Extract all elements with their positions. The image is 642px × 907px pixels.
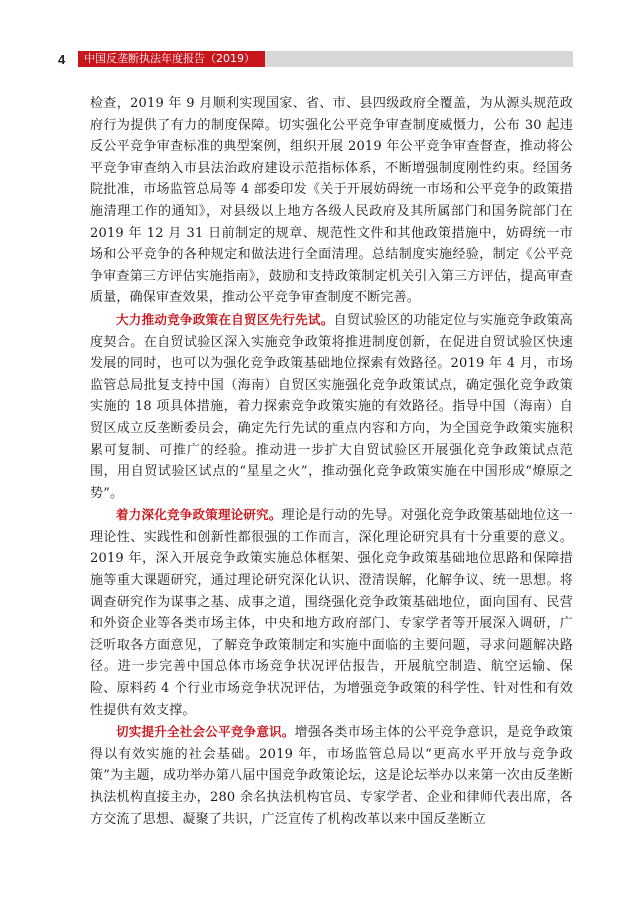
page-number: 4 <box>58 51 66 67</box>
report-title-banner: 中国反垄断执法年度报告（2019） <box>78 51 265 67</box>
paragraph-lead: 大力推动竞争政策在自贸区先行先试。 <box>116 311 334 327</box>
paragraph-lead: 着力深化竞争政策理论研究。 <box>116 507 282 523</box>
header-rule <box>265 51 573 67</box>
paragraph-text: 增强各类市场主体的公平竞争意识，是竞争政策得以有效实施的社会基础。2019 年，市场监管总局以“更高水平开放与竞争政策”为主题，成功举办第八届中国竞争政策论坛，这是论坛举办以来第一次由反垄断执法机构直接主办，280 余名执法机构官员、专家学者、企业和律师代表出席，各方交流了思想、凝聚了共识，广泛宣传了机构改革以来中国反垄断立 <box>90 725 573 827</box>
paragraph-text: 检查，2019 年 9 月顺利实现国家、省、市、县四级政府全覆盖，为从源头规范政府行为提供了有力的制度保障。切实强化公平竞争审查制度威慑力，公布 30 起违反公平竞争审查标准的典型案例，组织开展 2019 年公平竞争审查督查，推动将公平竞争审查纳入市县法治政府建设示范指标体系，不断增强制度刚性约束。经国务院批准，市场监管总局等 4 部委印发《关于开展妨碍统一市场和公平竞争的政策措施清理工作的通知》，对县级以上地方各级人民政府及其所属部门和国务院部门在 2019 年 12 月 31 日前制定的规章、规范性文件和其他政策措施中，妨碍统一市场和公平竞争的各种规定和做法进行全面清理。总结制度实施经验，制定《公平竞争审查第三方评估实施指南》，鼓励和支持政策制定机关引入第三方评估，提高审查质量，确保审查效果，推动公平竞争审查制度不断完善。 <box>90 96 573 306</box>
paragraph <box>90 504 573 721</box>
paragraph <box>90 92 573 309</box>
paragraph <box>90 309 573 504</box>
paragraph-lead: 切实提升全社会公平竞争意识。 <box>116 724 295 740</box>
paragraph-text: 理论是行动的先导。对强化竞争政策基础地位这一理论性、实践性和创新性都很强的工作而言，深化理论研究具有十分重要的意义。2019 年，深入开展竞争政策实施总体框架、强化竞争政策基础地位思路和保障措施等重大课题研究，通过理论研究深化认识、澄清误解，化解争议、统一思想。将调查研究作为谋事之基、成事之道，围绕强化竞争政策基础地位，面向国有、民营和外资企业等各类市场主体，中央和地方政府部门、专家学者等开展深入调研，广泛听取各方面意见，了解竞争政策制定和实施中面临的主要问题，寻求问题解决路径。进一步完善中国总体市场竞争状况评估报告，开展航空制造、航空运输、保险、原料药 4 个行业市场竞争状况评估，为增强竞争政策的科学性、针对性和有效性提供有效支撑。 <box>90 508 573 718</box>
running-header <box>58 51 573 67</box>
paragraph <box>90 721 573 830</box>
body-text <box>90 92 573 830</box>
paragraph-text: 自贸试验区的功能定位与实施竞争政策高度契合。在自贸试验区深入实施竞争政策将推进制度创新，在促进自贸试验区快速发展的同时，也可以为强化竞争政策基础地位探索有效路径。2019 年 4 月，市场监管总局批复支持中国（海南）自贸区实施强化竞争政策试点，确定强化竞争政策实施的 18 项具体措施，着力探索竞争政策实施的有效路径。指导中国（海南）自贸区成立反垄断委员会，确定先行先试的重点内容和方向，为全国竞争政策实施积累可复制、可推广的经验。推动进一步扩大自贸试验区开展强化竞争政策试点范围，用自贸试验区试点的“星星之火”，推动强化竞争政策实施在中国形成“燎原之势”。 <box>90 312 573 501</box>
